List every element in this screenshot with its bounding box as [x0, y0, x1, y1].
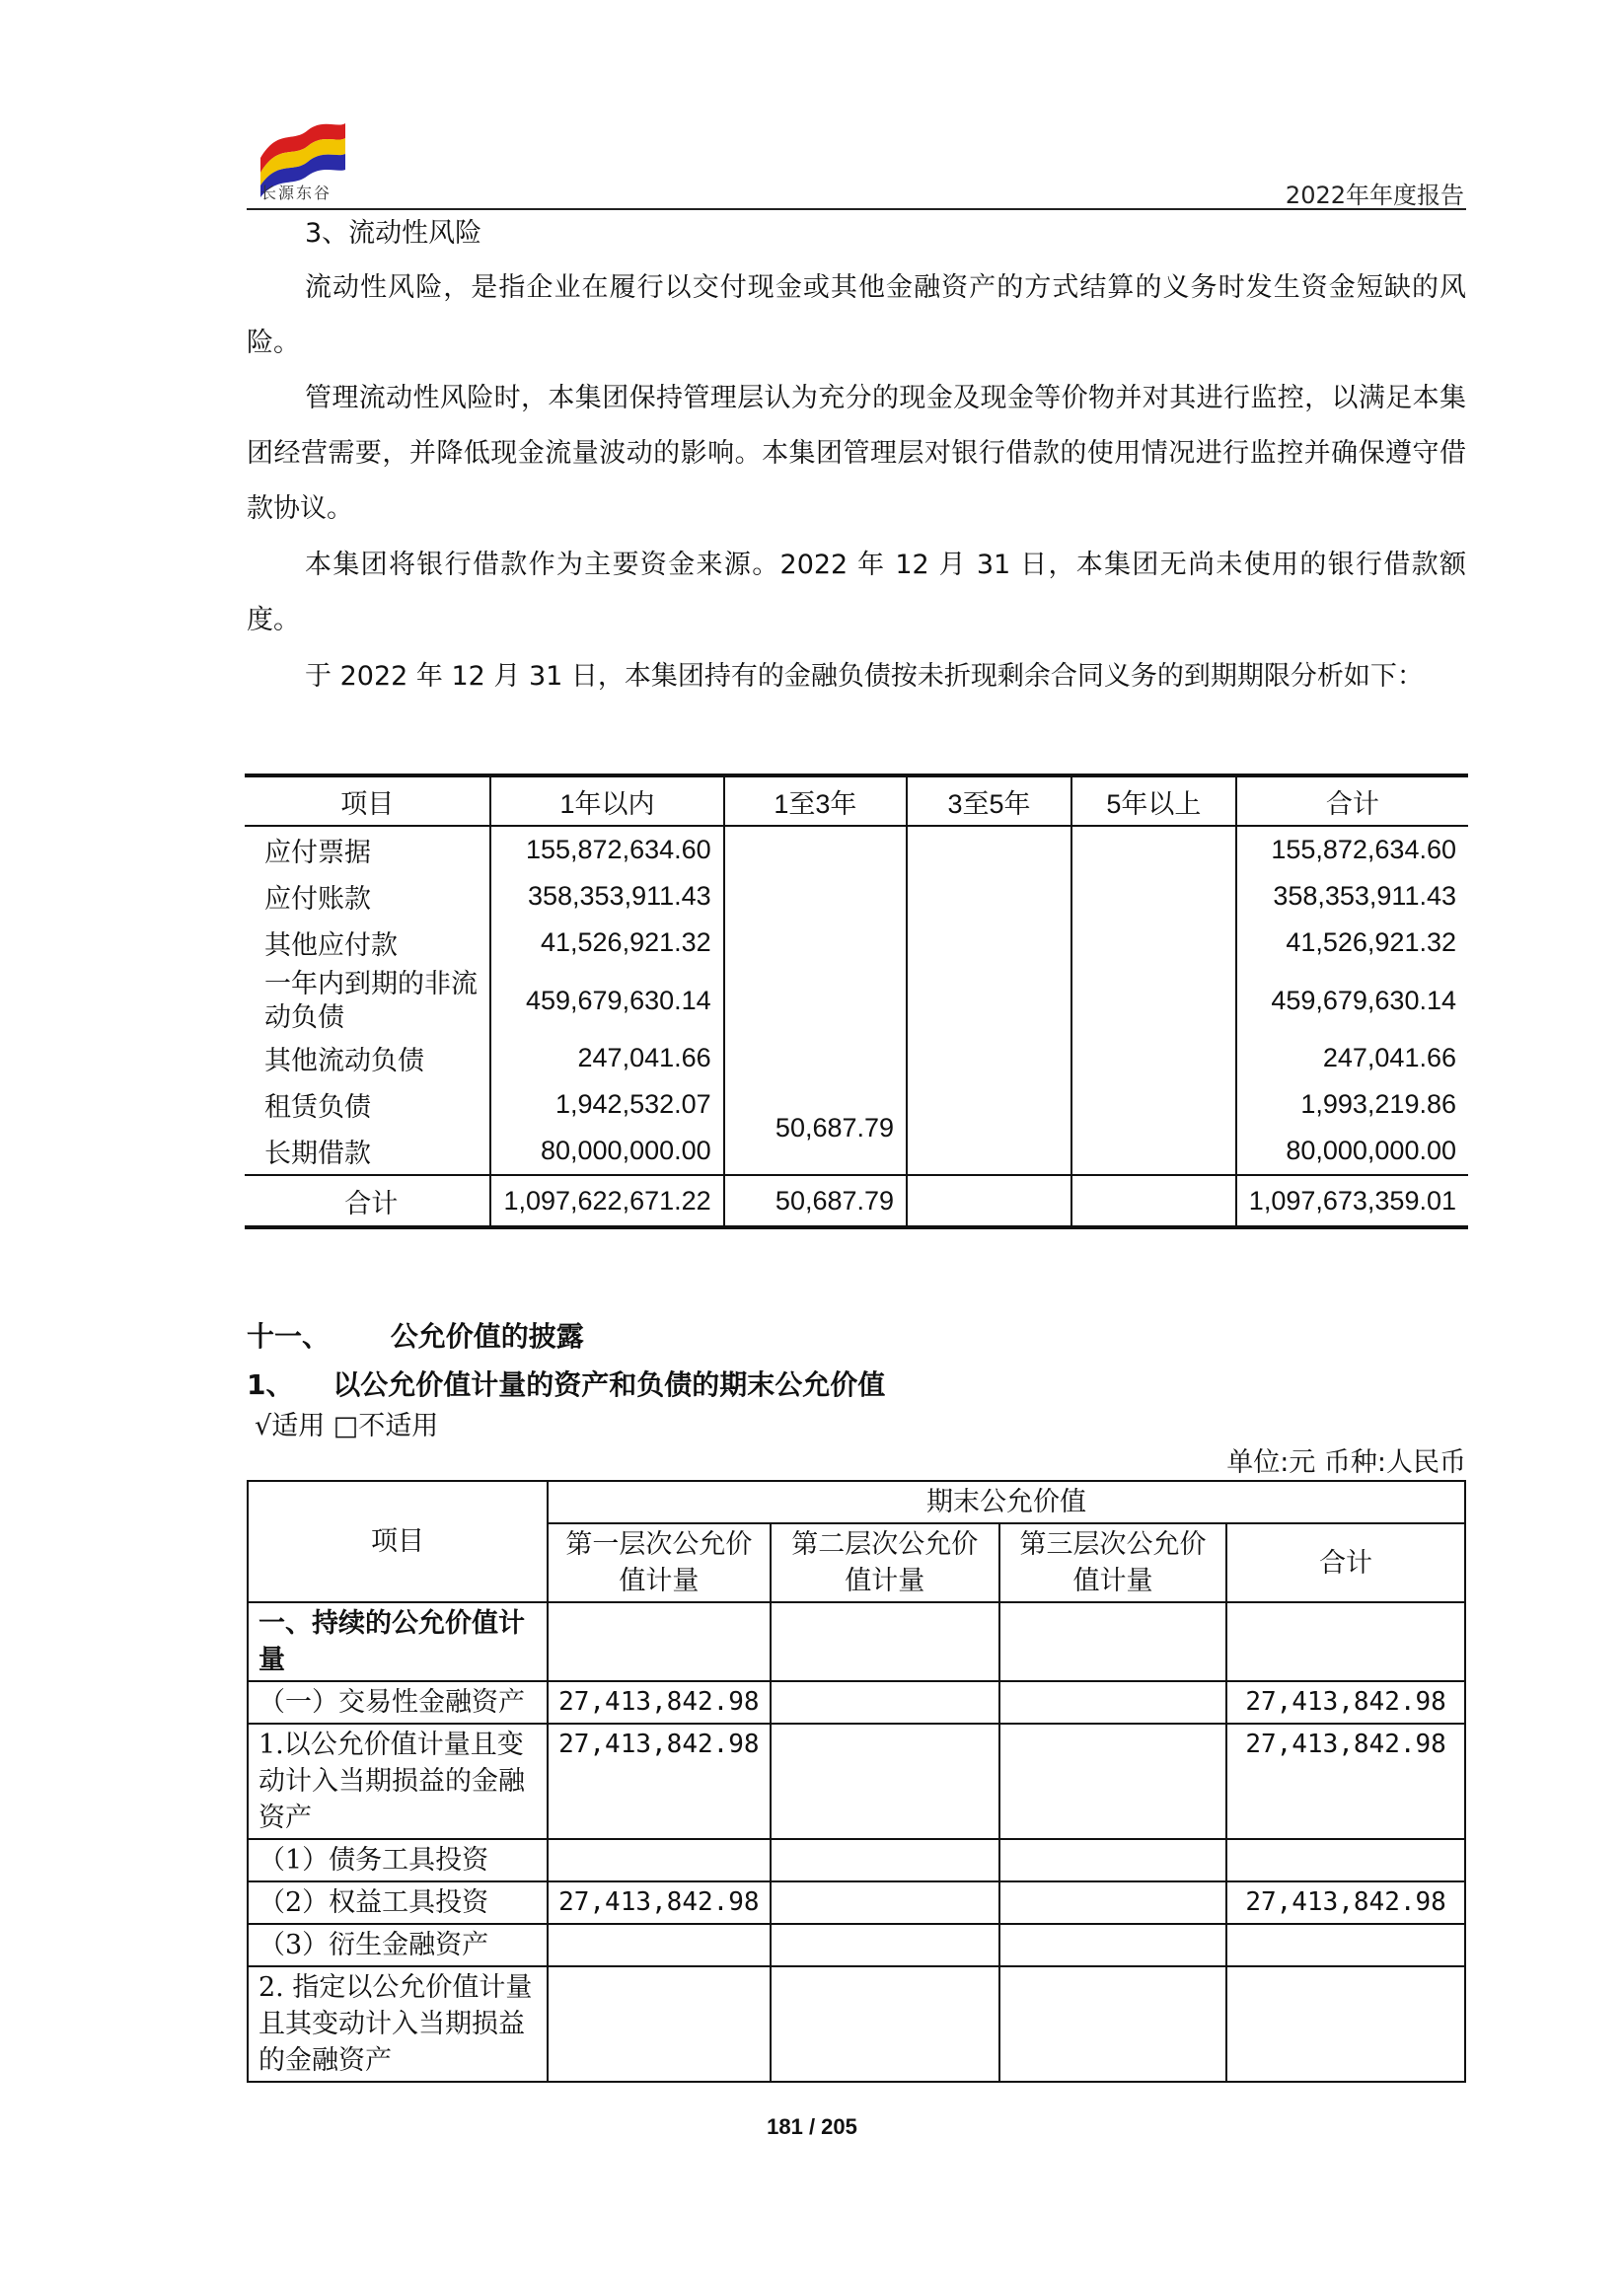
cell-within-1-year: 80,000,000.00 — [490, 1128, 723, 1175]
table-row — [248, 1966, 1465, 2082]
row-label: 应付账款 — [264, 884, 371, 914]
cell-total — [1226, 1924, 1465, 1966]
cell-1-to-3-years: 50,687.79 — [724, 1081, 907, 1175]
row-label: 租赁负债 — [264, 1092, 371, 1122]
table-row — [245, 920, 1468, 966]
applicability-note: √适用 □不适用 — [255, 1411, 439, 1441]
cell-level-1 — [548, 1924, 771, 1966]
cell-level-1: 27,413,842.98 — [548, 1881, 771, 1924]
column-header: 第二层次公允价值计量 — [771, 1523, 999, 1602]
row-label: 2. 指定以公允价值计量且其变动计入当期损益的金融资产 — [248, 1966, 548, 2082]
table-row — [245, 1035, 1468, 1081]
group-header: 期末公允价值 — [548, 1481, 1465, 1523]
subsection-title: 以公允价值计量的资产和负债的期末公允价值 — [332, 1368, 886, 1401]
row-label: 应付票据 — [264, 838, 371, 867]
paragraph-3: 本集团将银行借款作为主要资金来源。2022 年 12 月 31 日，本集团无尚未使用的银行借款额度。 — [247, 550, 1466, 635]
cell-within-1-year: 155,872,634.60 — [490, 826, 723, 873]
table-header-row — [248, 1481, 1465, 1523]
table-total-row — [245, 1175, 1468, 1227]
table-row — [248, 1724, 1465, 1839]
cell-total: 41,526,921.32 — [1236, 920, 1468, 966]
row-label: 一、持续的公允价值计量 — [248, 1602, 548, 1681]
cell-total: 80,000,000.00 — [1236, 1128, 1468, 1175]
cell-total: 1,097,673,359.01 — [1236, 1175, 1468, 1227]
paragraph-4: 于 2022 年 12 月 31 日，本集团持有的金融负债按未折现剩余合同义务的到期期限分析如下： — [305, 661, 1424, 692]
cell-1-to-3-years: 50,687.79 — [724, 1175, 907, 1227]
cell-within-1-year: 1,097,622,671.22 — [490, 1175, 723, 1227]
cell-total — [1226, 1839, 1465, 1881]
report-title: 2022年年度报告 — [1285, 182, 1464, 209]
cell-level-1 — [548, 1602, 771, 1681]
subsection-heading — [247, 1364, 885, 1403]
subsection-number: 1、 — [247, 1368, 294, 1401]
table-row — [248, 1681, 1465, 1724]
table-row — [245, 873, 1468, 920]
cell-within-1-year: 247,041.66 — [490, 1035, 723, 1081]
column-header: 1年以内 — [490, 775, 723, 826]
table-row — [248, 1839, 1465, 1881]
cell-total: 247,041.66 — [1236, 1035, 1468, 1081]
section-number: 十一、 — [247, 1320, 331, 1353]
cell-total: 27,413,842.98 — [1226, 1881, 1465, 1924]
row-label: （2）权益工具投资 — [248, 1881, 548, 1924]
cell-total: 459,679,630.14 — [1236, 966, 1468, 1035]
table-row — [248, 1881, 1465, 1924]
cell-total: 27,413,842.98 — [1226, 1724, 1465, 1839]
cell-level-1: 27,413,842.98 — [548, 1724, 771, 1839]
row-label: 其他应付款 — [264, 930, 398, 960]
section-heading — [247, 1315, 584, 1355]
cell-total: 358,353,911.43 — [1236, 873, 1468, 920]
cell-level-1 — [548, 1966, 771, 2082]
table-row — [245, 1081, 1468, 1128]
row-label: 长期借款 — [264, 1139, 371, 1168]
row-label: （一）交易性金融资产 — [248, 1681, 548, 1724]
cell-within-1-year: 1,942,532.07 — [490, 1081, 723, 1128]
page-number: 181 / 205 — [767, 2114, 857, 2139]
cell-level-1 — [548, 1839, 771, 1881]
table-row — [248, 1924, 1465, 1966]
paragraph-2: 管理流动性风险时，本集团保持管理层认为充分的现金及现金等价物并对其进行监控，以满足本集团经营需要，并降低现金流量波动的影响。本集团管理层对银行借款的使用情况进行监控并确保遵守借款协议。 — [247, 383, 1466, 524]
column-header: 合计 — [1226, 1523, 1465, 1602]
logo-text: 长源东谷 — [260, 184, 332, 202]
column-header: 项目 — [248, 1481, 548, 1602]
section-title: 公允价值的披露 — [390, 1320, 584, 1353]
row-label: （3）衍生金融资产 — [248, 1924, 548, 1966]
cell-total: 27,413,842.98 — [1226, 1681, 1465, 1724]
maturity-table — [245, 774, 1468, 1229]
cell-total — [1226, 1602, 1465, 1681]
cell-total — [1226, 1966, 1465, 2082]
cell-within-1-year: 358,353,911.43 — [490, 873, 723, 920]
table-header-row — [245, 775, 1468, 826]
column-header: 3至5年 — [907, 775, 1071, 826]
table-row — [245, 826, 1468, 873]
cell-level-1: 27,413,842.98 — [548, 1681, 771, 1724]
row-label: 其他流动负债 — [264, 1046, 424, 1075]
row-label: （1）债务工具投资 — [248, 1839, 548, 1881]
column-header: 项目 — [245, 775, 490, 826]
cell-within-1-year: 459,679,630.14 — [490, 966, 723, 1035]
table-row — [245, 966, 1468, 1035]
table-row — [248, 1602, 1465, 1681]
unit-note: 单位:元 币种:人民币 — [1226, 1447, 1466, 1478]
header-divider — [247, 208, 1466, 210]
column-header: 第一层次公允价值计量 — [548, 1523, 771, 1602]
column-header: 1至3年 — [724, 775, 907, 826]
cell-total: 1,993,219.86 — [1236, 1081, 1468, 1128]
column-header: 合计 — [1236, 775, 1468, 826]
cell-within-1-year: 41,526,921.32 — [490, 920, 723, 966]
column-header: 5年以上 — [1071, 775, 1236, 826]
fair-value-table — [247, 1480, 1466, 2083]
paragraph-1: 流动性风险，是指企业在履行以交付现金或其他金融资产的方式结算的义务时发生资金短缺的风险。 — [247, 272, 1466, 358]
cell-total: 155,872,634.60 — [1236, 826, 1468, 873]
section-title: 3、流动性风险 — [305, 218, 482, 249]
row-label: 合计 — [245, 1175, 490, 1227]
column-header: 第三层次公允价值计量 — [999, 1523, 1226, 1602]
row-label: 1.以公允价值计量且变动计入当期损益的金融资产 — [248, 1724, 548, 1839]
row-label: 一年内到期的非流动负债 — [264, 969, 478, 1032]
